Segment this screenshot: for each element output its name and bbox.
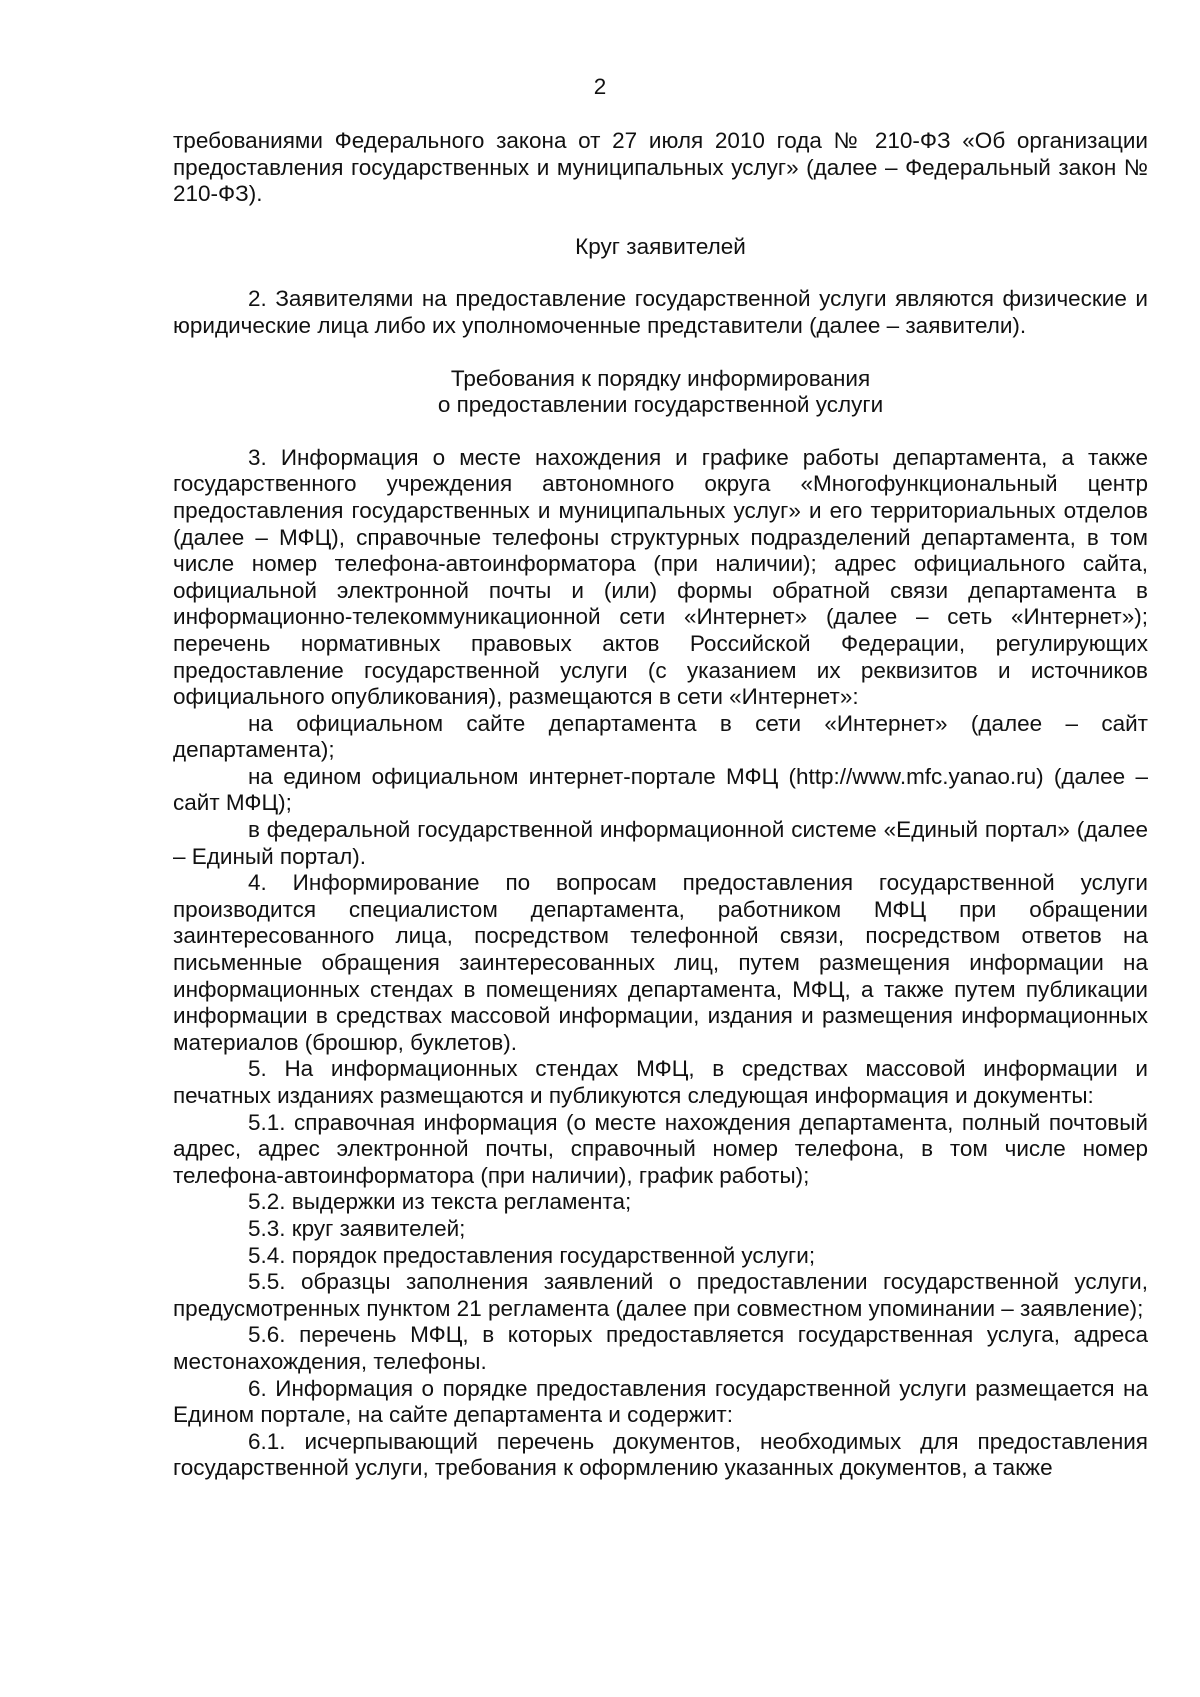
paragraph-5-6: 5.6. перечень МФЦ, в которых предоставляется государственная услуга, адреса местонахождения, телефоны. bbox=[173, 1322, 1148, 1374]
intro-paragraph: требованиями Федерального закона от 27 июля 2010 года № 210-ФЗ «Об организации предоставления государственных и муниципальных услуг» (далее – Федеральный закон № 210-ФЗ). bbox=[173, 128, 1148, 207]
section-heading-line: Требования к порядку информирования bbox=[450, 365, 871, 391]
page-number: 2 bbox=[593, 74, 607, 99]
paragraph-5-4: 5.4. порядок предоставления государственной услуги; bbox=[248, 1242, 816, 1268]
paragraph-5-5: 5.5. образцы заполнения заявлений о предоставлении государственной услуги, предусмотренных пунктом 21 регламента (далее при совместном упоминании – заявление); bbox=[173, 1269, 1148, 1321]
paragraph-3-unified-portal: в федеральной государственной информационной системе «Единый портал» (далее – Единый портал). bbox=[173, 817, 1148, 869]
section-heading-applicants: Круг заявителей bbox=[575, 233, 746, 259]
paragraph-5: 5. На информационных стендах МФЦ, в средствах массовой информации и печатных изданиях размещаются и публикуются следующая информация и документы: bbox=[173, 1056, 1148, 1108]
paragraph-4: 4. Информирование по вопросам предоставления государственной услуги производится специалистом департамента, работником МФЦ при обращении заинтересованного лица, посредством телефонной связи, посредством ответов на письменные обращения заинтересованных лиц, путем размещения информации на информационных стендах в помещениях департамента, МФЦ, а также путем публикации информации в средствах массовой информации, издания и размещения информационных материалов (брошюр, буклетов). bbox=[173, 870, 1148, 1055]
paragraph-6-1: 6.1. исчерпывающий перечень документов, необходимых для предоставления государственной услуги, требования к оформлению указанных документов, а также bbox=[173, 1428, 1148, 1481]
information-paragraphs bbox=[173, 445, 1148, 1482]
paragraph-3-mfc-portal: на едином официальном интернет-портале МФЦ (http://www.mfc.yanao.ru) (далее – сайт МФЦ); bbox=[173, 763, 1148, 816]
section-heading-information bbox=[173, 366, 1148, 419]
section-heading-line: о предоставлении государственной услуги bbox=[437, 392, 884, 418]
paragraph-3: 3. Информация о месте нахождения и графике работы департамента, а также государственного учреждения автономного округа «Многофункциональный центр предоставления государственных и муниципальных услуг» и его территориальных отделов (далее – МФЦ), справочные телефоны структурных подразделений департамента, в том числе номер телефона-автоинформатора (при наличии); адрес официального сайта, официальной электронной почты и (или) формы обратной связи департамента в информационно-телекоммуникационной сети «Интернет» (далее – сеть «Интернет»); перечень нормативных правовых актов Российской Федерации, регулирующих предоставление государственной услуги (с указанием их реквизитов и источников официального опубликования), размещаются в сети «Интернет»: bbox=[173, 444, 1148, 710]
document-body bbox=[173, 128, 1148, 1482]
paragraph-2: 2. Заявителями на предоставление государственной услуги являются физические и юридические лица либо их уполномоченные представители (далее – заявители). bbox=[173, 286, 1148, 338]
paragraph-5-2: 5.2. выдержки из текста регламента; bbox=[248, 1189, 632, 1215]
paragraph-5-3: 5.3. круг заявителей; bbox=[248, 1215, 466, 1241]
paragraph-3-site: на официальном сайте департамента в сети «Интернет» (далее – сайт департамента); bbox=[173, 710, 1148, 763]
paragraph-6: 6. Информация о порядке предоставления государственной услуги размещается на Едином портале, на сайте департамента и содержит: bbox=[173, 1375, 1148, 1428]
paragraph-5-1: 5.1. справочная информация (о месте нахождения департамента, полный почтовый адрес, адрес электронной почты, справочный номер телефона, в том числе номер телефона-автоинформатора (при наличии), график работы); bbox=[173, 1109, 1148, 1188]
